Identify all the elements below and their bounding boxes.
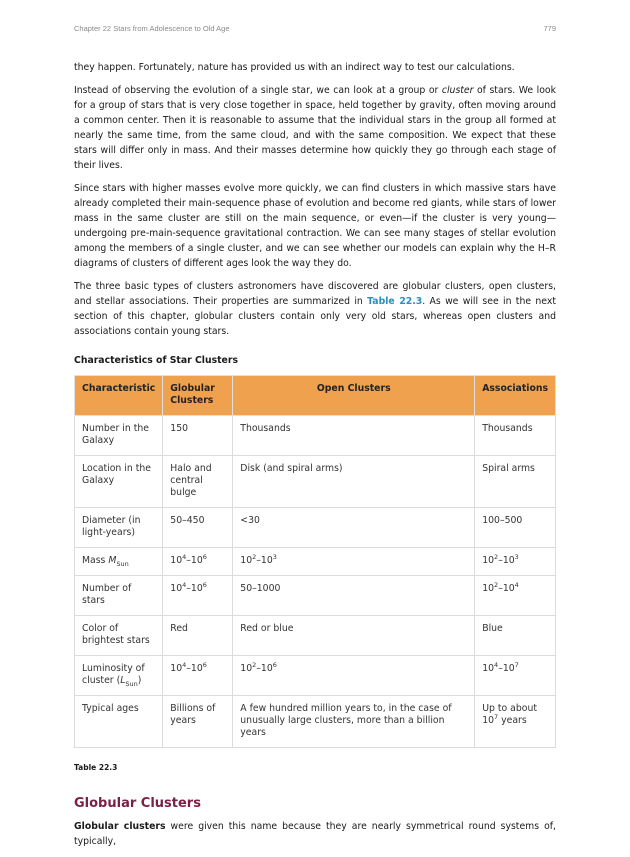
italic-term: cluster xyxy=(441,85,474,96)
header-associations: Associations xyxy=(475,376,556,416)
superscript: 4 xyxy=(494,660,499,669)
superscript: 6 xyxy=(272,660,277,669)
table-row xyxy=(75,696,556,748)
cell xyxy=(75,548,163,576)
superscript: 4 xyxy=(182,552,187,561)
cell: Blue xyxy=(475,616,556,656)
bold-term: Globular clusters xyxy=(74,821,166,832)
text-span: were given this name because they are nearly symmetrical round systems of, typically, xyxy=(74,821,556,847)
table-row xyxy=(75,416,556,456)
superscript: 7 xyxy=(514,660,519,669)
text-span: Luminosity of cluster ( xyxy=(82,663,145,686)
cell: Disk (and spiral arms) xyxy=(233,456,475,508)
cell: A few hundred million years to, in the case of unusually large clusters, more than a billion years xyxy=(233,696,475,748)
text-span: –10 xyxy=(498,583,515,594)
text-span: –10 xyxy=(186,555,203,566)
cell: Thousands xyxy=(233,416,475,456)
cell: 150 xyxy=(163,416,233,456)
table-row xyxy=(75,576,556,616)
running-header xyxy=(74,24,556,38)
text-span: –10 xyxy=(186,583,203,594)
cell: Spiral arms xyxy=(475,456,556,508)
page-number: 779 xyxy=(543,24,556,33)
cell: Halo and central bulge xyxy=(163,456,233,508)
superscript: 2 xyxy=(252,552,257,561)
cell: Billions of years xyxy=(163,696,233,748)
text-span: of stars. We look for a group of stars that is very close together in space, held together by gravity, often moving around a common center. Then it is reasonable to assume that the individual stars in the group all formed at nearly the same time, from the same cloud, and with the same composition. We expect that these stars will differ only in mass. And their masses determine how quickly they go through each stage of their lives. xyxy=(74,85,556,171)
cell: 50–450 xyxy=(163,508,233,548)
paragraph-0: they happen. Fortunately, nature has provided us with an indirect way to test our calculations. xyxy=(74,62,515,73)
superscript: 2 xyxy=(252,660,257,669)
superscript: 4 xyxy=(182,580,187,589)
cell: Thousands xyxy=(475,416,556,456)
table-link[interactable]: Table 22.3 xyxy=(367,296,423,307)
text-span: –10 xyxy=(498,663,515,674)
text-span: Up to about 10 xyxy=(482,703,537,726)
cell xyxy=(163,656,233,696)
cell xyxy=(233,548,475,576)
superscript: 6 xyxy=(202,552,207,561)
cell: Number of stars xyxy=(75,576,163,616)
text-span: years xyxy=(498,715,527,726)
cell: <30 xyxy=(233,508,475,548)
page-content xyxy=(74,60,556,857)
table-row xyxy=(75,616,556,656)
text-span: –10 xyxy=(498,555,515,566)
cell: Typical ages xyxy=(75,696,163,748)
cell xyxy=(475,656,556,696)
table-row xyxy=(75,508,556,548)
text-span: . As we will see in the next section of this chapter, globular clusters contain only very old stars, whereas open clusters and associations contain young stars. xyxy=(74,296,556,337)
symbol: L xyxy=(120,675,126,686)
cell: Color of brightest stars xyxy=(75,616,163,656)
text-span: 10 xyxy=(170,555,183,566)
superscript: 4 xyxy=(182,660,187,669)
paragraph-1 xyxy=(74,83,556,173)
superscript: 3 xyxy=(272,552,277,561)
table-caption: Table 22.3 xyxy=(74,763,118,772)
header-globular: Globular Clusters xyxy=(163,376,233,416)
text-span: 10 xyxy=(240,555,253,566)
symbol: M xyxy=(108,555,117,566)
text-span: Mass xyxy=(82,555,109,566)
text-span: 10 xyxy=(170,583,183,594)
table-row xyxy=(75,456,556,508)
cell xyxy=(163,548,233,576)
text-span: 10 xyxy=(482,583,495,594)
text-span: –10 xyxy=(256,663,273,674)
text-span: The three basic types of clusters astronomers have discovered are globular clusters, open clusters, and stellar associations. Their properties are summarized in xyxy=(74,281,556,307)
cell: Diameter (in light-years) xyxy=(75,508,163,548)
paragraph-2: Since stars with higher masses evolve more quickly, we can find clusters in which massive stars have already completed their main-sequence phase of evolution and become red giants, while stars of lower mass in the same cluster are still on the main sequence, or even—if the cluster is very young—undergoing pre-main-sequence gravitational contraction. We can see many stages of stellar evolution among the members of a single cluster, and we can see whether our models can explain why the H–R diagrams of clusters of different ages look the way they do. xyxy=(74,183,556,269)
text-span: 10 xyxy=(240,663,253,674)
paragraph-3 xyxy=(74,279,556,339)
table-row xyxy=(75,656,556,696)
text-span: –10 xyxy=(186,663,203,674)
clusters-table xyxy=(74,375,556,748)
superscript: 6 xyxy=(202,660,207,669)
superscript: 7 xyxy=(494,712,499,721)
text-span: 10 xyxy=(170,663,183,674)
text-span: Instead of observing the evolution of a single star, we can look at a group or xyxy=(74,85,442,96)
cell: Red xyxy=(163,616,233,656)
section-lead-paragraph xyxy=(74,819,556,849)
cell xyxy=(233,656,475,696)
subscript: Sun xyxy=(125,679,138,688)
cell xyxy=(475,548,556,576)
superscript: 2 xyxy=(494,552,499,561)
subscript: Sun xyxy=(116,559,129,568)
text-span: 10 xyxy=(482,555,495,566)
superscript: 4 xyxy=(514,580,519,589)
table-title: Characteristics of Star Clusters xyxy=(74,355,238,366)
cell: Red or blue xyxy=(233,616,475,656)
text-span: –10 xyxy=(256,555,273,566)
table-header-row xyxy=(75,376,556,416)
chapter-title: Chapter 22 Stars from Adolescence to Old Age xyxy=(74,24,230,33)
superscript: 2 xyxy=(494,580,499,589)
cell: Location in the Galaxy xyxy=(75,456,163,508)
cell xyxy=(475,696,556,748)
table-row xyxy=(75,548,556,576)
cell xyxy=(475,576,556,616)
section-heading: Globular Clusters xyxy=(74,796,201,811)
text-span: ) xyxy=(137,675,142,686)
header-open: Open Clusters xyxy=(233,376,475,416)
cell xyxy=(163,576,233,616)
superscript: 3 xyxy=(514,552,519,561)
cell: 100–500 xyxy=(475,508,556,548)
cell xyxy=(75,656,163,696)
header-characteristic: Characteristic xyxy=(75,376,163,416)
superscript: 6 xyxy=(202,580,207,589)
cell: Number in the Galaxy xyxy=(75,416,163,456)
text-span: 10 xyxy=(482,663,495,674)
cell: 50–1000 xyxy=(233,576,475,616)
